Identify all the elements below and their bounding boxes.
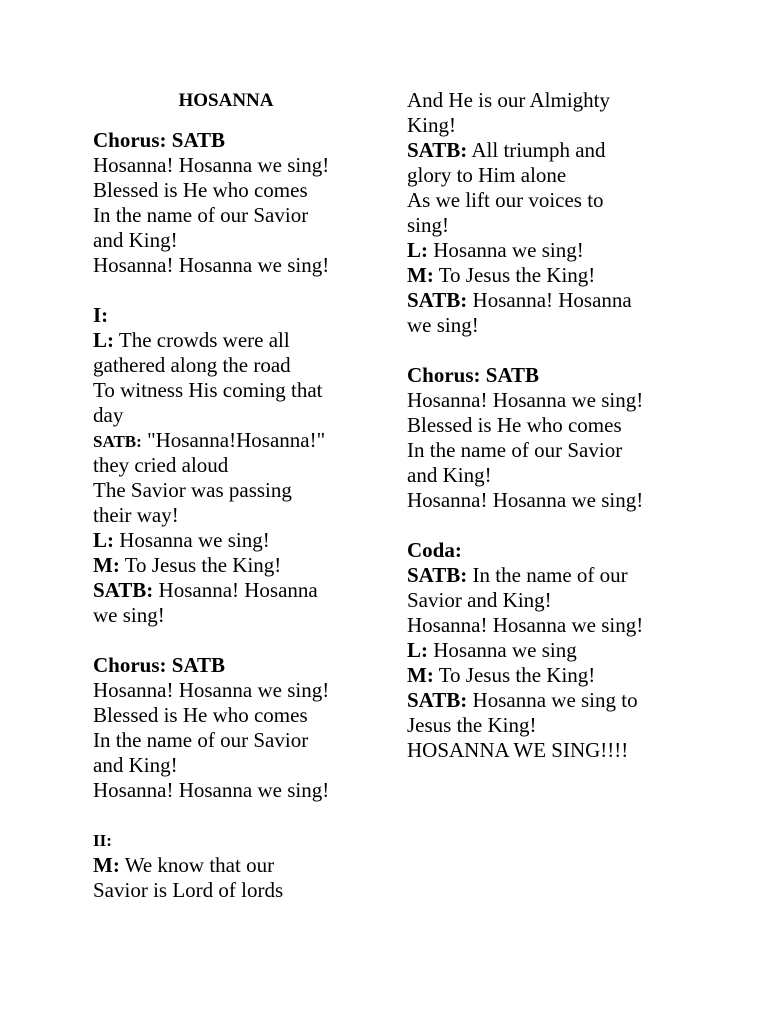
chorus-1-line: Hosanna! Hosanna we sing! xyxy=(93,253,330,277)
chorus-2-line: In the name of our Savior xyxy=(93,728,309,752)
spacer xyxy=(407,338,707,363)
part-label-men: M: xyxy=(407,663,434,687)
chorus-3-line: Hosanna! Hosanna we sing! xyxy=(407,488,644,512)
chorus-2-heading: Chorus: SATB xyxy=(93,653,226,677)
song-title: HOSANNA xyxy=(178,90,274,111)
lyric-text: Hosanna we sing xyxy=(428,638,577,662)
part-label-leader: L: xyxy=(407,238,428,262)
chorus-3-line: Blessed is He who comes xyxy=(407,413,622,437)
chorus-3-line: and King! xyxy=(407,463,492,487)
verse-2-line: Savior is Lord of lords xyxy=(93,878,284,902)
part-label-leader: L: xyxy=(93,328,114,352)
verse-2-line xyxy=(407,238,707,263)
lyric-text: Hosanna we sing to xyxy=(467,688,638,712)
part-label-leader: L: xyxy=(93,528,114,552)
coda-line xyxy=(407,688,707,713)
part-label-men: M: xyxy=(93,553,120,577)
chorus-1-line: In the name of our Savior xyxy=(93,203,309,227)
part-label-satb: SATB: xyxy=(407,563,468,587)
spacer xyxy=(93,803,373,828)
spacer xyxy=(93,628,373,653)
lyric-text: Hosanna we sing! xyxy=(114,528,270,552)
lyric-text: The crowds were all xyxy=(114,328,290,352)
lyric-text: We know that our xyxy=(119,853,275,877)
lyric-text: All triumph and xyxy=(467,138,606,162)
verse-1-line: day xyxy=(93,403,124,427)
verse-1-line: their way! xyxy=(93,503,179,527)
chorus-2-line: Blessed is He who comes xyxy=(93,703,308,727)
verse-2-line xyxy=(407,138,707,163)
chorus-3-heading: Chorus: SATB xyxy=(407,363,540,387)
verse-2-line: glory to Him alone xyxy=(407,163,567,187)
chorus-2-line: Hosanna! Hosanna we sing! xyxy=(93,678,330,702)
verse-1-line: we sing! xyxy=(93,603,165,627)
lyric-text: To Jesus the King! xyxy=(433,663,596,687)
spacer xyxy=(93,113,373,128)
coda-line xyxy=(407,563,707,588)
verse-1-line xyxy=(93,553,373,578)
chorus-2-line: and King! xyxy=(93,753,178,777)
lyric-text: "Hosanna!Hosanna!" xyxy=(141,428,326,452)
chorus-1-line: Hosanna! Hosanna we sing! xyxy=(93,153,330,177)
verse-1-line xyxy=(93,428,373,453)
verse-2-line: we sing! xyxy=(407,313,479,337)
lyric-text: To Jesus the King! xyxy=(433,263,596,287)
chorus-2-line: Hosanna! Hosanna we sing! xyxy=(93,778,330,802)
verse-2-line: sing! xyxy=(407,213,449,237)
lyric-text: In the name of our xyxy=(467,563,628,587)
spacer xyxy=(93,278,373,303)
right-column xyxy=(407,88,707,763)
verse-1-line xyxy=(93,578,373,603)
lyric-text: To Jesus the King! xyxy=(119,553,282,577)
part-label-satb: SATB: xyxy=(407,138,468,162)
verse-1-line xyxy=(93,528,373,553)
coda-line xyxy=(407,663,707,688)
part-label-satb: SATB: xyxy=(93,578,154,602)
chorus-1-line: Blessed is He who comes xyxy=(93,178,308,202)
left-column xyxy=(93,88,373,903)
part-label-satb: SATB: xyxy=(93,432,142,451)
coda-line xyxy=(407,638,707,663)
spacer xyxy=(407,513,707,538)
verse-1-line: gathered along the road xyxy=(93,353,291,377)
verse-2-heading: II: xyxy=(93,831,112,850)
chorus-1-line: and King! xyxy=(93,228,178,252)
verse-2-line xyxy=(93,853,373,878)
part-label-leader: L: xyxy=(407,638,428,662)
part-label-satb: SATB: xyxy=(407,288,468,312)
coda-final-line: HOSANNA WE SING!!!! xyxy=(407,738,629,762)
chorus-3-line: Hosanna! Hosanna we sing! xyxy=(407,388,644,412)
verse-1-line: To witness His coming that xyxy=(93,378,323,402)
part-label-satb: SATB: xyxy=(407,688,468,712)
verse-1-heading: I: xyxy=(93,303,109,327)
verse-2-line xyxy=(407,263,707,288)
part-label-men: M: xyxy=(407,263,434,287)
verse-1-line: The Savior was passing xyxy=(93,478,292,502)
verse-2-line: And He is our Almighty xyxy=(407,88,610,112)
chorus-3-line: In the name of our Savior xyxy=(407,438,623,462)
verse-1-line: they cried aloud xyxy=(93,453,229,477)
coda-line: Hosanna! Hosanna we sing! xyxy=(407,613,644,637)
verse-2-line: King! xyxy=(407,113,456,137)
part-label-men: M: xyxy=(93,853,120,877)
verse-2-line: As we lift our voices to xyxy=(407,188,604,212)
lyric-text: Hosanna we sing! xyxy=(428,238,584,262)
lyric-text: Hosanna! Hosanna xyxy=(153,578,318,602)
verse-1-line xyxy=(93,328,373,353)
lyric-text: Hosanna! Hosanna xyxy=(467,288,632,312)
chorus-1-heading: Chorus: SATB xyxy=(93,128,226,152)
coda-line: Savior and King! xyxy=(407,588,552,612)
verse-2-line xyxy=(407,288,707,313)
coda-heading: Coda: xyxy=(407,538,462,562)
coda-line: Jesus the King! xyxy=(407,713,537,737)
